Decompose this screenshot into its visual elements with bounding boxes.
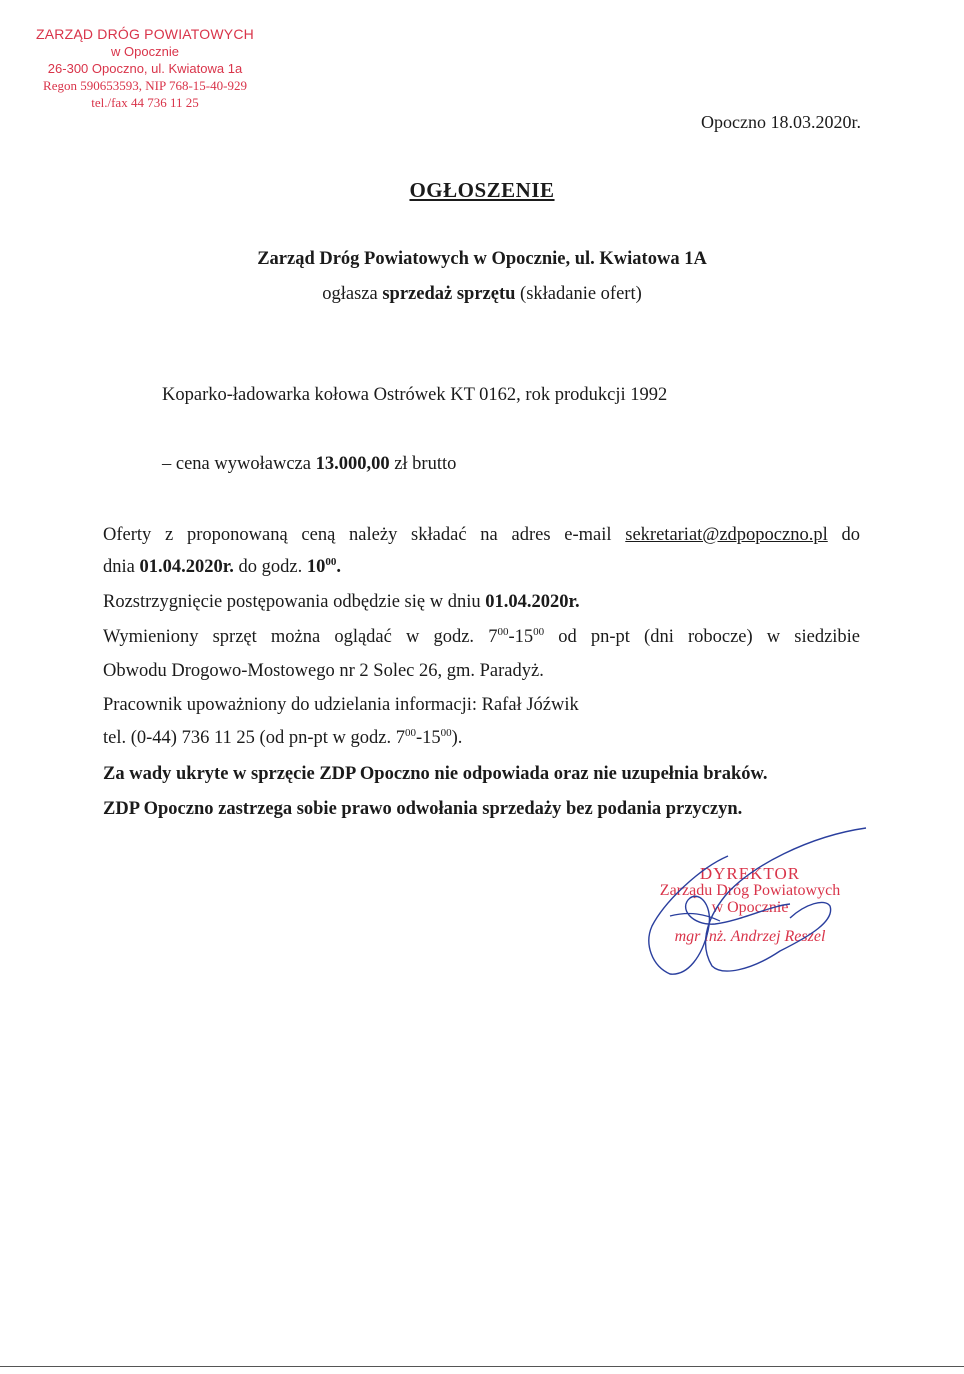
signature-stamp-org: Zarządu Dróg Powiatowych — [659, 882, 841, 899]
organization-line: Zarząd Dróg Powiatowych w Opocznie, ul. Kwiatowa 1A — [257, 249, 707, 269]
viewing-hours: $7^{00}-15^{00}$ — [488, 626, 545, 647]
announce-bold: sprzedaż sprzętu — [382, 284, 516, 304]
announce-suffix: (składanie ofert) — [520, 284, 642, 304]
resolution-text: Rozstrzygnięcie postępowania odbędzie się w dniu — [103, 592, 481, 612]
document-title: OGŁOSZENIE — [409, 178, 555, 202]
resolution-line — [103, 585, 860, 619]
viewing-line-1 — [103, 620, 860, 654]
handwritten-signature — [630, 826, 870, 986]
offers-do: do — [841, 525, 860, 545]
page-bottom-rule — [0, 1366, 964, 1367]
price-amount: 13.000,00 — [315, 454, 390, 474]
price-line — [162, 454, 456, 475]
director-signature-block — [630, 826, 870, 986]
viewing-text-2: od pn-pt (dni robocze) w siedzibie — [558, 627, 861, 647]
document-date: Opoczno 18.03.2020r. — [701, 112, 861, 132]
viewing-line-2: Obwodu Drogowo-Mostowego nr 2 Solec 26, gm. Paradyż. — [103, 661, 544, 681]
contact-phone: tel. (0-44) 736 11 25 (od pn-pt w godz. $7^{00}-15^{00}$). — [103, 727, 463, 748]
disclaimer-defects: Za wady ukryte w sprzęcie ZDP Opoczno nie odpowiada oraz nie uzupełnia braków. — [103, 764, 768, 784]
stamp-line-phone: tel./fax 44 736 11 25 — [91, 95, 199, 110]
offers-line-1 — [103, 518, 860, 552]
item-description: Koparko-ładowarka kołowa Ostrówek KT 0162, rok produkcji 1992 — [162, 385, 668, 405]
deadline-hour: $10^{00}$. — [306, 556, 341, 577]
stamp-line-city: w Opocznie — [111, 44, 179, 59]
contact-hours: $7^{00}-15^{00}$). — [395, 727, 463, 748]
deadline-text: do godz. — [238, 557, 303, 577]
disclaimer-cancel: ZDP Opoczno zastrzega sobie prawo odwołania sprzedaży bez podania przyczyn. — [103, 799, 743, 819]
stamp-line-regon: Regon 590653593, NIP 768-15-40-929 — [43, 78, 247, 93]
stamp-line-address: 26-300 Opoczno, ul. Kwiatowa 1a — [47, 61, 243, 76]
signature-stamp-title: DYREKTOR — [699, 864, 801, 883]
price-suffix: zł brutto — [394, 454, 457, 474]
offers-line-2 — [103, 550, 860, 584]
offers-text: Oferty z proponowaną ceną należy składać na adres e-mail — [103, 525, 612, 545]
signature-stamp-city: w Opocznie — [711, 899, 789, 916]
contact-person: Pracownik upoważniony do udzielania informacji: Rafał Jóźwik — [103, 695, 579, 715]
stamp-line-org: ZARZĄD DRÓG POWIATOWYCH — [36, 26, 254, 42]
header-stamp — [30, 26, 260, 111]
price-prefix: – cena wywoławcza — [162, 454, 311, 474]
email-link[interactable]: sekretariat@zdpopoczno.pl — [625, 525, 828, 545]
announce-prefix: ogłasza — [322, 284, 378, 304]
deadline-date: 01.04.2020r. — [139, 557, 234, 577]
announcement-line — [0, 284, 964, 305]
viewing-text: Wymieniony sprzęt można oglądać w godz. — [103, 627, 475, 647]
offers-dnia: dnia — [103, 557, 135, 577]
signature-stamp-name: mgr inż. Andrzej Reszel — [674, 928, 826, 945]
resolution-date: 01.04.2020r. — [485, 592, 580, 612]
